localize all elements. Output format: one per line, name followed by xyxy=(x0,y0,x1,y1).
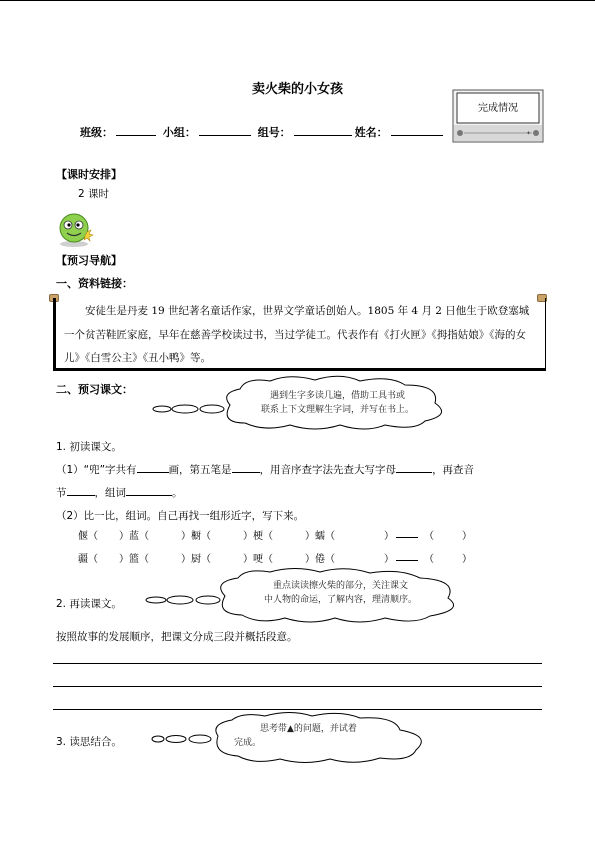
answer-line-3[interactable] xyxy=(53,709,542,710)
mascot-icon xyxy=(56,210,96,248)
char-r1-4: ）梗（ xyxy=(243,531,273,542)
group-label: 小组： xyxy=(162,126,196,139)
q1-text-g: 。 xyxy=(172,487,183,499)
group-no-label: 组号： xyxy=(257,126,291,139)
char-r1-8: ） xyxy=(462,531,472,542)
task1-q2: （2）比一比，组词。自己再找一组形近字，写下来。 xyxy=(56,510,305,522)
q1-text-f: ，组词 xyxy=(94,487,126,499)
q1-strokes-blank[interactable] xyxy=(137,462,169,473)
q1-text-d: ，再查音 xyxy=(432,464,475,476)
group-no-blank[interactable] xyxy=(294,124,352,136)
char-r1-blank[interactable] xyxy=(396,527,418,538)
task1-q1-line2 xyxy=(56,482,183,505)
q1-text-b: 画，第五笔是 xyxy=(168,464,232,476)
char-r2-4: ）哽（ xyxy=(243,554,273,565)
cloud1-line2: 联系上下文理解生字词，并写在书上。 xyxy=(260,405,414,415)
name-label: 姓名： xyxy=(354,126,388,139)
char-r2-2: ）篮（ xyxy=(119,554,149,565)
answer-line-1[interactable] xyxy=(53,663,542,664)
schedule-hours: 2 课时 xyxy=(78,188,110,200)
char-r1-2: ）蓝（ xyxy=(119,531,149,542)
task2-instruction: 按照故事的发展顺序，把课文分成三段并概括段意。 xyxy=(56,631,298,643)
char-r1-3: ）橱（ xyxy=(181,531,211,542)
svg-text:✦: ✦ xyxy=(526,130,532,137)
q1-fifth-stroke-blank[interactable] xyxy=(232,462,260,473)
name-blank[interactable] xyxy=(391,124,443,136)
thought-cloud-2 xyxy=(130,568,465,623)
thought-cloud-3 xyxy=(150,712,435,764)
q1-syllable-blank[interactable] xyxy=(67,485,95,496)
stamp-frame-icon xyxy=(452,89,544,143)
answer-line-2[interactable] xyxy=(53,686,542,687)
schedule-heading: 【课时安排】 xyxy=(56,168,122,181)
class-label: 班级： xyxy=(80,126,113,139)
char-row-2 xyxy=(78,550,498,566)
q1-text-e: 节 xyxy=(56,487,67,499)
student-info-row xyxy=(80,124,446,140)
class-blank[interactable] xyxy=(116,124,156,136)
thought-cloud-1 xyxy=(150,375,460,430)
group-blank[interactable] xyxy=(199,124,251,136)
char-r2-1: 疆（ xyxy=(78,554,98,565)
guide-heading: 【预习导航】 xyxy=(56,254,122,267)
cloud3-line1: 思考带▲的问题，并试着 xyxy=(260,724,357,734)
char-r2-blank[interactable] xyxy=(396,550,418,561)
char-r2-6: ） xyxy=(384,554,394,565)
task1-title: 1. 初读课文。 xyxy=(56,441,122,453)
char-r2-8: ） xyxy=(462,554,472,565)
q1-text-a: （1）“兜”字共有 xyxy=(56,464,137,476)
task1-q1-line1 xyxy=(56,459,474,482)
stamp-label: 完成情况 xyxy=(478,103,518,114)
part1-heading: 一、资料链接： xyxy=(56,277,133,290)
page-title: 卖火柴的小女孩 xyxy=(251,82,343,97)
cloud1-line1: 遇到生字多读几遍，借助工具书或 xyxy=(269,391,405,401)
completion-stamp xyxy=(452,89,544,143)
cloud2-line2: 中人物的命运，了解内容，理清顺序。 xyxy=(263,595,417,605)
task3-title: 3. 读思结合。 xyxy=(56,736,122,748)
char-r1-1: 偃（ xyxy=(78,531,98,542)
resource-link-text: 安徒生是丹麦 19 世纪著名童话作家，世界文学童话创始人。1805 年 4 月 2 日他生于欧登塞城一个贫苦鞋匠家庭，早年在慈善学校读过书，当过学徒工。代表作有《打火匣》《拇指姑娘》《海的女儿》《白雪公主》《丑小鸭》等。 xyxy=(64,305,530,364)
char-r2-7: （ xyxy=(424,554,434,565)
cloud3-line2: 完成。 xyxy=(234,738,262,748)
char-r2-5: ）倦（ xyxy=(305,554,335,565)
task2-title: 2. 再读课文。 xyxy=(56,598,122,610)
part2-heading: 二、预习课文： xyxy=(56,383,133,396)
char-r1-7: （ xyxy=(424,531,434,542)
q1-word-blank[interactable] xyxy=(126,485,172,496)
cloud2-line1: 重点读读擦火柴的部分，关注课文 xyxy=(272,581,408,591)
q1-capital-letter-blank[interactable] xyxy=(396,462,432,473)
top-border-line xyxy=(0,0,595,1)
resource-link-box xyxy=(53,298,546,371)
char-r1-6: ） xyxy=(384,531,394,542)
char-r2-3: ）厨（ xyxy=(181,554,211,565)
char-row-1 xyxy=(78,527,498,543)
char-r1-5: ）蠕（ xyxy=(305,531,335,542)
q1-text-c: ，用音序查字法先查大写字母 xyxy=(259,464,397,476)
